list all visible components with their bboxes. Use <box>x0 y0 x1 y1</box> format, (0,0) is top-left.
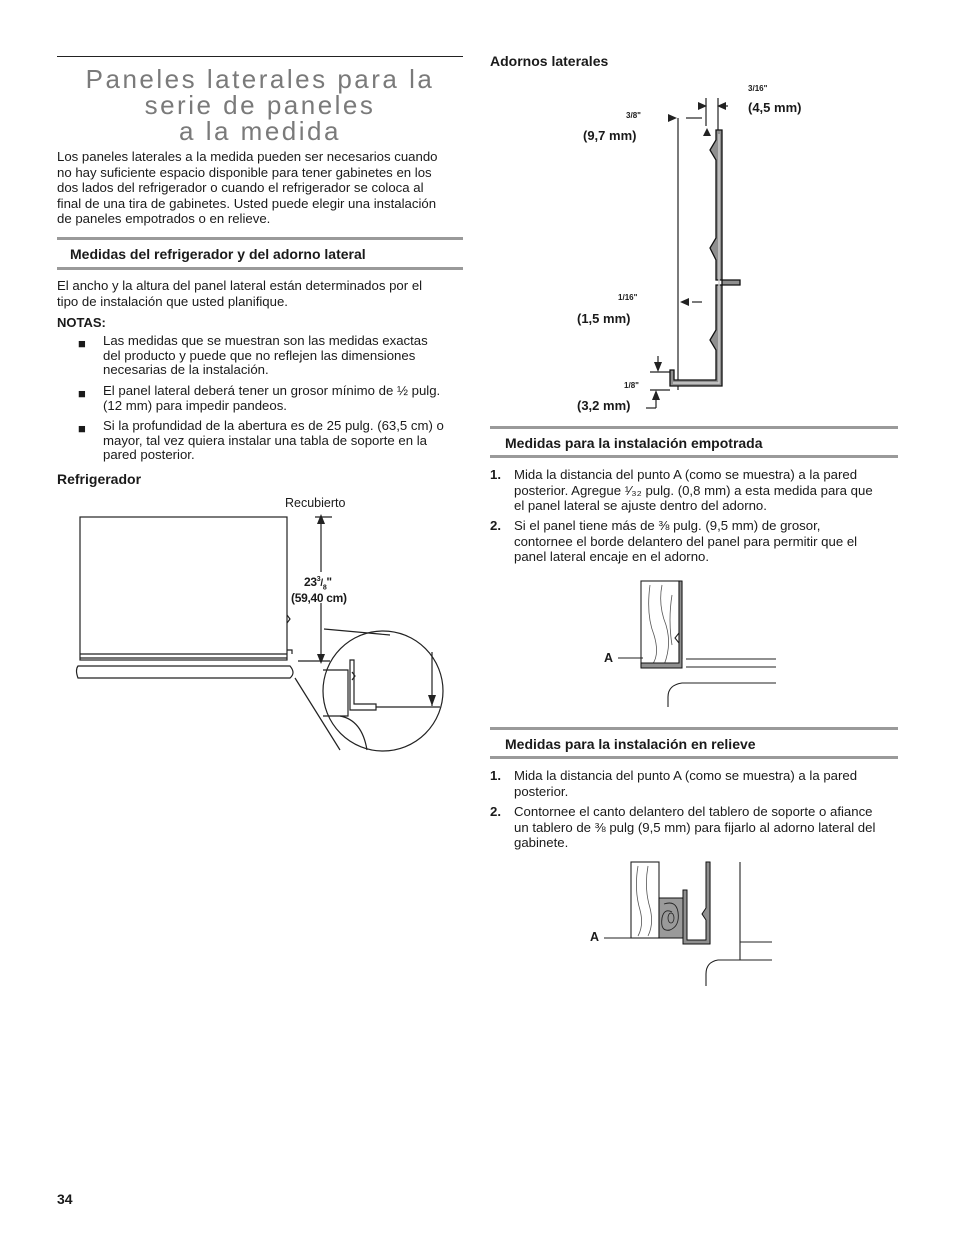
intro-line: final de una tira de gabinetes. Usted puede elegir una instalación <box>57 195 437 211</box>
dim-numerator: 3 <box>316 576 321 583</box>
bullet-line: El panel lateral deberá tener un grosor mínimo de ½ pulg. <box>103 383 441 398</box>
bullet-marker: ■ <box>78 421 86 436</box>
section-heading-measurements: Medidas del refrigerador y del adorno lateral <box>70 246 366 262</box>
overlay-installation-diagram <box>600 860 780 990</box>
step-line: el panel lateral se ajuste dentro del adorno. <box>514 498 767 514</box>
fridge-body <box>80 517 287 660</box>
trim-dim-3-fraction: 1/16" <box>618 293 638 302</box>
dim-inch-mark: " <box>326 575 332 589</box>
flush-heading: Medidas para la instalación empotrada <box>505 435 763 451</box>
overlay-bar-bottom <box>490 756 898 759</box>
step-line: un tablero de ⅜ pulg (9,5 mm) para fijarlo al adorno lateral del <box>514 819 876 835</box>
step-number: 1. <box>490 467 501 482</box>
fridge-dimension-label: $23^3/_8$" (59,40 cm) <box>291 575 347 606</box>
trim-profile <box>670 130 740 386</box>
title-line: serie de paneles <box>144 90 376 120</box>
step-line: gabinete. <box>514 835 569 851</box>
intro-line: de paneles empotrados o en relieve. <box>57 211 271 227</box>
step-number: 1. <box>490 768 501 783</box>
bullet-marker: ■ <box>78 386 86 401</box>
bullet-item <box>103 384 468 413</box>
section-line: El ancho y la altura del panel lateral están determinados por el <box>57 278 423 293</box>
trim-dim-1-metric: (4,5 mm) <box>748 100 802 115</box>
trim-dim-2-fraction: 3/8" <box>626 111 641 120</box>
dim-whole: 23 <box>304 575 317 589</box>
bullet-line: del producto y puede que no reflejen las dimensiones <box>103 347 416 363</box>
bullet-item <box>103 334 468 378</box>
fridge-heading: Refrigerador <box>57 471 142 487</box>
title-line: Paneles laterales para la <box>85 64 435 94</box>
step-number: 2. <box>490 804 501 819</box>
bullet-line: pared posterior. <box>103 447 195 463</box>
section-bar-bottom <box>57 267 463 270</box>
flush-installation-diagram <box>610 575 790 710</box>
flush-step-2 <box>514 518 904 565</box>
flush-bar-bottom <box>490 455 898 458</box>
bullet-line: Las medidas que se muestran son las medidas exactas <box>103 333 428 348</box>
step-line: Si el panel tiene más de ⅜ pulg. (9,5 mm) de grosor, <box>514 518 821 533</box>
intro-line: dos lados del refrigerador o cuando el refrigerador se coloca al <box>57 180 424 196</box>
overlay-point-a-label: A <box>590 930 600 944</box>
overlay-bar-top <box>490 727 898 730</box>
flush-step-1 <box>514 467 904 514</box>
step-number: 2. <box>490 518 501 533</box>
title-line: a la medida <box>179 116 341 146</box>
step-line: Mida la distancia del punto A (como se muestra) a la pared <box>514 768 858 783</box>
overlay-step-1 <box>514 768 904 799</box>
trim-dim-4-metric: (3,2 mm) <box>577 398 631 413</box>
step-line: posterior. <box>514 783 569 799</box>
step-line: panel lateral encaje en el adorno. <box>514 549 710 565</box>
notes-label: NOTAS: <box>57 315 106 330</box>
trim-heading: Adornos laterales <box>490 53 609 69</box>
flush-point-a-label: A <box>604 651 614 665</box>
intro-line: no hay suficiente espacio disponible para tener gabinetes en los <box>57 164 432 180</box>
intro-line: Los paneles laterales a la medida pueden ser necesarios cuando <box>57 149 438 164</box>
detail-circle <box>323 631 443 751</box>
section-paragraph <box>57 278 467 309</box>
bullet-line: mayor, tal vez quiera instalar una tabla de soporte en la <box>103 432 428 448</box>
bullet-marker: ■ <box>78 336 86 351</box>
step-line: contornee el borde delantero del panel para permitir que el <box>514 533 858 549</box>
flush-bar-top <box>490 426 898 429</box>
step-line: posterior. Agregue ¹⁄₃₂ pulg. (0,8 mm) a esta medida para que <box>514 482 873 498</box>
side-trim-diagram <box>640 90 760 420</box>
refrigerator-diagram <box>70 490 460 760</box>
top-rule <box>57 56 463 57</box>
trim-dim-3-metric: (1,5 mm) <box>577 311 631 326</box>
trim-dim-4-fraction: 1/8" <box>624 381 639 390</box>
section-bar-top <box>57 237 463 240</box>
bullet-item <box>103 419 468 463</box>
dim-metric: (59,40 cm) <box>291 591 347 606</box>
trim-dim-1-fraction: 3/16" <box>748 84 768 93</box>
dim-denominator: 8 <box>322 584 327 592</box>
bullet-line: (12 mm) para impedir pandeos. <box>103 397 287 413</box>
page-title <box>57 66 463 144</box>
overlay-label: Recubierto <box>285 496 346 510</box>
page-number: 34 <box>57 1191 73 1207</box>
bullet-line: necesarias de la instalación. <box>103 362 269 378</box>
step-line: Mida la distancia del punto A (como se muestra) a la pared <box>514 467 858 482</box>
step-line: Contornee el canto delantero del tablero de soporte o afiance <box>514 804 873 819</box>
bullet-line: Si la profundidad de la abertura es de 25 pulg. (63,5 cm) o <box>103 418 444 433</box>
overlay-heading: Medidas para la instalación en relieve <box>505 736 756 752</box>
overlay-step-2 <box>514 804 904 851</box>
fridge-base <box>77 666 294 678</box>
intro-paragraph <box>57 149 467 227</box>
trim-dim-2-metric: (9,7 mm) <box>583 128 637 143</box>
section-line: tipo de instalación que usted planifique. <box>57 293 288 309</box>
